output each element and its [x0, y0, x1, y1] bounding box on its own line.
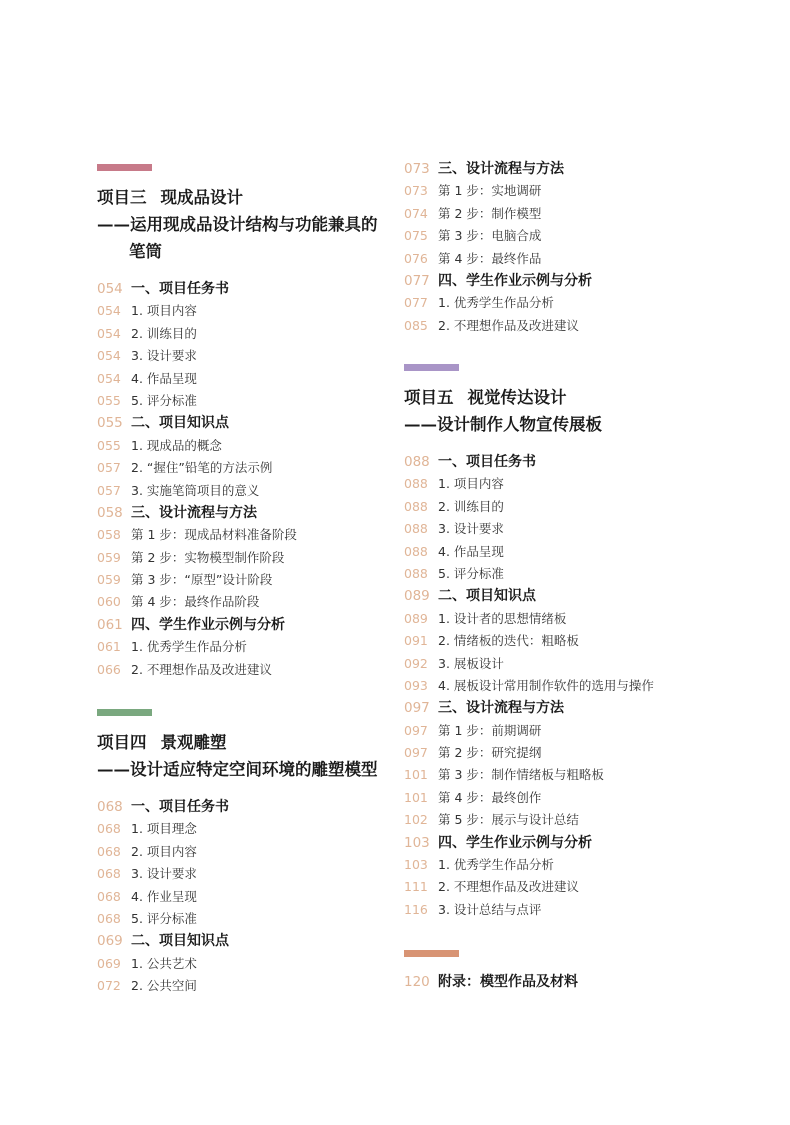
toc-entry[interactable]: [97, 456, 387, 478]
toc-section-heading[interactable]: [404, 157, 592, 179]
entry-text: 第 4 步：最终创作: [438, 789, 542, 805]
toc-entry[interactable]: [404, 741, 654, 763]
page-number: 088: [404, 498, 428, 514]
page-number: 092: [404, 655, 428, 671]
entry-text: 2. 训练目的: [438, 498, 504, 514]
entry-text: 5. 评分标准: [131, 910, 197, 926]
entry-text: 第 1 步：现成品材料准备阶段: [131, 527, 297, 543]
toc-entry[interactable]: [404, 517, 654, 539]
page-number: 076: [404, 250, 428, 266]
entry-text: 5. 评分标准: [438, 565, 504, 581]
toc-entry[interactable]: [404, 898, 654, 920]
page-number: 061: [97, 616, 123, 633]
page-number: 085: [404, 317, 428, 333]
page-number: 054: [97, 303, 121, 319]
page-number: 068: [97, 866, 121, 882]
page-number: 088: [404, 543, 428, 559]
toc-entry[interactable]: [97, 840, 378, 862]
entry-text: 二、项目知识点: [438, 588, 536, 605]
entry-text: 第 4 步：最终作品阶段: [131, 594, 260, 610]
entry-text: 第 1 步：前期调研: [438, 722, 542, 738]
page-number: 068: [97, 888, 121, 904]
toc-section-heading[interactable]: [97, 501, 387, 523]
entry-text: 4. 作业呈现: [131, 888, 197, 904]
page-number: 101: [404, 789, 428, 805]
page-number: 058: [97, 504, 123, 521]
appendix-page-number: 120: [404, 974, 430, 990]
page-number: 069: [97, 955, 121, 971]
page-number: 057: [97, 460, 121, 476]
entry-text: 2. 不理想作品及改进建议: [131, 661, 272, 677]
page-number: 116: [404, 901, 428, 917]
entry-text: 4. 作品呈现: [131, 370, 197, 386]
toc-entry[interactable]: [404, 202, 592, 224]
toc-entry[interactable]: [404, 540, 654, 562]
page-number: 103: [404, 857, 428, 873]
entry-text: 1. 设计者的思想情绪板: [438, 610, 567, 626]
toc-entry[interactable]: [97, 862, 378, 884]
page-number: 068: [97, 910, 121, 926]
page-number: 097: [404, 722, 428, 738]
page-number: 061: [97, 639, 121, 655]
page-number: 093: [404, 677, 428, 693]
toc-entry[interactable]: [404, 179, 592, 201]
toc-section-heading[interactable]: [404, 450, 654, 472]
toc-entry[interactable]: [404, 629, 654, 651]
page-number: 054: [97, 348, 121, 364]
entry-text: 2. 训练目的: [131, 325, 197, 341]
entry-text: 4. 作品呈现: [438, 543, 504, 559]
toc-section-heading[interactable]: [404, 584, 654, 606]
project4-name: 景观雕塑: [160, 733, 227, 752]
project3-name: 现成品设计: [160, 188, 243, 207]
toc-entry[interactable]: [97, 479, 387, 501]
toc-entry[interactable]: [404, 875, 654, 897]
toc-entry[interactable]: [404, 719, 654, 741]
page-number: 059: [97, 572, 121, 588]
page-number: 055: [97, 392, 121, 408]
appendix-entry[interactable]: [404, 970, 578, 992]
entry-text: 2. 情绪板的迭代：粗略板: [438, 633, 579, 649]
appendix-color-bar: [404, 950, 459, 957]
project3-title: [97, 184, 387, 211]
toc-entry[interactable]: [97, 817, 378, 839]
entry-text: 2. 项目内容: [131, 843, 197, 859]
toc-entry[interactable]: [404, 607, 654, 629]
entry-text: 第 1 步：实地调研: [438, 183, 542, 199]
project4-color-bar: [97, 709, 152, 716]
entry-text: 三、设计流程与方法: [438, 161, 564, 177]
entry-text: 1. 项目理念: [131, 821, 197, 837]
entry-text: 三、设计流程与方法: [438, 700, 564, 717]
toc-entry[interactable]: [404, 808, 654, 830]
page-number: 097: [404, 745, 428, 761]
page-number: 075: [404, 228, 428, 244]
page-number: 101: [404, 767, 428, 783]
toc-section-heading[interactable]: [97, 411, 387, 433]
page-number: 088: [404, 565, 428, 581]
entry-text: 3. 展板设计: [438, 655, 504, 671]
toc-section-heading[interactable]: [97, 277, 387, 299]
toc-entry[interactable]: [404, 247, 592, 269]
entry-text: 1. 优秀学生作品分析: [131, 639, 247, 655]
page-number: 089: [404, 588, 430, 605]
entry-text: 第 4 步：最终作品: [438, 250, 542, 266]
toc-entry[interactable]: [97, 367, 387, 389]
entry-text: 1. 优秀学生作品分析: [438, 857, 554, 873]
page-number: 054: [97, 325, 121, 341]
entry-text: 四、学生作业示例与分析: [438, 272, 592, 289]
toc-entry[interactable]: [404, 853, 654, 875]
toc-section-heading[interactable]: [97, 795, 378, 817]
entry-text: 四、学生作业示例与分析: [438, 834, 592, 851]
appendix-section: [404, 950, 578, 992]
project4-section: [97, 709, 378, 997]
project3-entries: [97, 277, 387, 680]
entry-text: 1. 优秀学生作品分析: [438, 295, 554, 311]
page-number: 103: [404, 834, 430, 851]
project5-subtitle: ——设计制作人物宣传展板: [404, 415, 602, 434]
toc-entry[interactable]: [404, 562, 654, 584]
toc-entry[interactable]: [404, 495, 654, 517]
entry-text: 1. 项目内容: [438, 476, 504, 492]
toc-section-heading[interactable]: [404, 269, 592, 291]
entry-text: 3. 设计要求: [131, 348, 197, 364]
entry-text: 3. 设计要求: [438, 521, 504, 537]
project4-title: [97, 729, 378, 756]
toc-entry[interactable]: [97, 590, 387, 612]
page-number: 055: [97, 437, 121, 453]
entry-text: 第 3 步：电脑合成: [438, 228, 542, 244]
project5-name: 视觉传达设计: [467, 388, 567, 407]
toc-entry[interactable]: [97, 974, 378, 996]
toc-entry[interactable]: [404, 472, 654, 494]
page-number: 111: [404, 879, 428, 895]
entry-text: 二、项目知识点: [131, 933, 229, 950]
entry-text: 一、项目任务书: [438, 454, 536, 470]
toc-section-heading[interactable]: [404, 696, 654, 718]
appendix-text: 附录：模型作品及材料: [438, 974, 578, 990]
toc-entry[interactable]: [97, 299, 387, 321]
page-number: 069: [97, 933, 123, 950]
page-number: 091: [404, 633, 428, 649]
page-number: 088: [404, 476, 428, 492]
page-number: 102: [404, 812, 428, 828]
entry-text: 第 3 步：“原型”设计阶段: [131, 572, 273, 588]
entry-text: 2. “握住”铅笔的方法示例: [131, 460, 273, 476]
entry-text: 3. 设计总结与点评: [438, 901, 542, 917]
page-number: 054: [97, 370, 121, 386]
entry-text: 2. 不理想作品及改进建议: [438, 317, 579, 333]
toc-entry[interactable]: [97, 885, 378, 907]
entry-text: 1. 项目内容: [131, 303, 197, 319]
toc-entry[interactable]: [97, 434, 387, 456]
project3-color-bar: [97, 164, 152, 171]
project3-label: 项目三: [97, 188, 147, 207]
entry-text: 5. 评分标准: [131, 392, 197, 408]
project5-entries: [404, 450, 654, 920]
entry-text: 一、项目任务书: [131, 799, 229, 815]
toc-entry[interactable]: [404, 763, 654, 785]
entry-text: 第 2 步：实物模型制作阶段: [131, 549, 285, 565]
toc-entry[interactable]: [97, 546, 387, 568]
toc-entry[interactable]: [404, 674, 654, 696]
toc-entry[interactable]: [97, 952, 378, 974]
entry-text: 1. 公共艺术: [131, 955, 197, 971]
page-number: 068: [97, 821, 121, 837]
page-number: 057: [97, 482, 121, 498]
page-number: 073: [404, 183, 428, 199]
toc-entry[interactable]: [404, 314, 592, 336]
entry-text: 2. 公共空间: [131, 978, 197, 994]
page-number: 058: [97, 527, 121, 543]
toc-entry[interactable]: [404, 291, 592, 313]
page-number: 089: [404, 610, 428, 626]
page-number: 059: [97, 549, 121, 565]
entry-text: 3. 实施笔筒项目的意义: [131, 482, 260, 498]
project4-entries: [97, 795, 378, 997]
project5-color-bar: [404, 364, 459, 371]
toc-entry[interactable]: [97, 635, 387, 657]
toc-entry[interactable]: [97, 907, 378, 929]
toc-entry[interactable]: [97, 523, 387, 545]
page-number: 068: [97, 843, 121, 859]
project5-label: 项目五: [404, 388, 454, 407]
toc-section-heading[interactable]: [404, 831, 654, 853]
entry-text: 1. 现成品的概念: [131, 437, 222, 453]
page-number: 073: [404, 161, 430, 177]
entry-text: 第 3 步：制作情绪板与粗略板: [438, 767, 604, 783]
page-number: 072: [97, 978, 121, 994]
entry-text: 第 2 步：制作模型: [438, 205, 542, 221]
entry-text: 3. 设计要求: [131, 866, 197, 882]
project4-subtitle: ——设计适应特定空间环境的雕塑模型: [97, 760, 378, 779]
project4-label: 项目四: [97, 733, 147, 752]
page-number: 097: [404, 700, 430, 717]
entry-text: 4. 展板设计常用制作软件的选用与操作: [438, 677, 654, 693]
entry-text: 二、项目知识点: [131, 415, 229, 432]
project4-cont-entries: [404, 157, 592, 336]
page-number: 068: [97, 799, 123, 815]
page-number: 077: [404, 295, 428, 311]
project5-section: [404, 364, 654, 920]
page-number: 066: [97, 661, 121, 677]
project5-title: [404, 384, 654, 411]
entry-text: 第 5 步：展示与设计总结: [438, 812, 579, 828]
toc-entry[interactable]: [97, 322, 387, 344]
entry-text: 四、学生作业示例与分析: [131, 616, 285, 633]
page-number: 054: [97, 281, 123, 297]
entry-text: 第 2 步：研究提纲: [438, 745, 542, 761]
toc-section-heading[interactable]: [97, 613, 387, 635]
entry-text: 一、项目任务书: [131, 281, 229, 297]
toc-section-heading[interactable]: [97, 929, 378, 951]
toc-entry[interactable]: [97, 568, 387, 590]
entry-text: 2. 不理想作品及改进建议: [438, 879, 579, 895]
page-number: 060: [97, 594, 121, 610]
page-number: 074: [404, 205, 428, 221]
toc-entry[interactable]: [404, 224, 592, 246]
toc-entry[interactable]: [97, 389, 387, 411]
project3-section: [97, 164, 387, 680]
toc-entry[interactable]: [404, 786, 654, 808]
toc-entry[interactable]: [97, 344, 387, 366]
page-number: 088: [404, 521, 428, 537]
entry-text: 三、设计流程与方法: [131, 504, 257, 521]
page-number: 088: [404, 454, 430, 470]
toc-entry[interactable]: [404, 652, 654, 674]
page-number: 055: [97, 415, 123, 432]
project3-subtitle: ——运用现成品设计结构与功能兼具的笔筒: [97, 215, 378, 261]
page-number: 077: [404, 272, 430, 289]
project4-continued-section: [404, 157, 592, 336]
toc-entry[interactable]: [97, 658, 387, 680]
